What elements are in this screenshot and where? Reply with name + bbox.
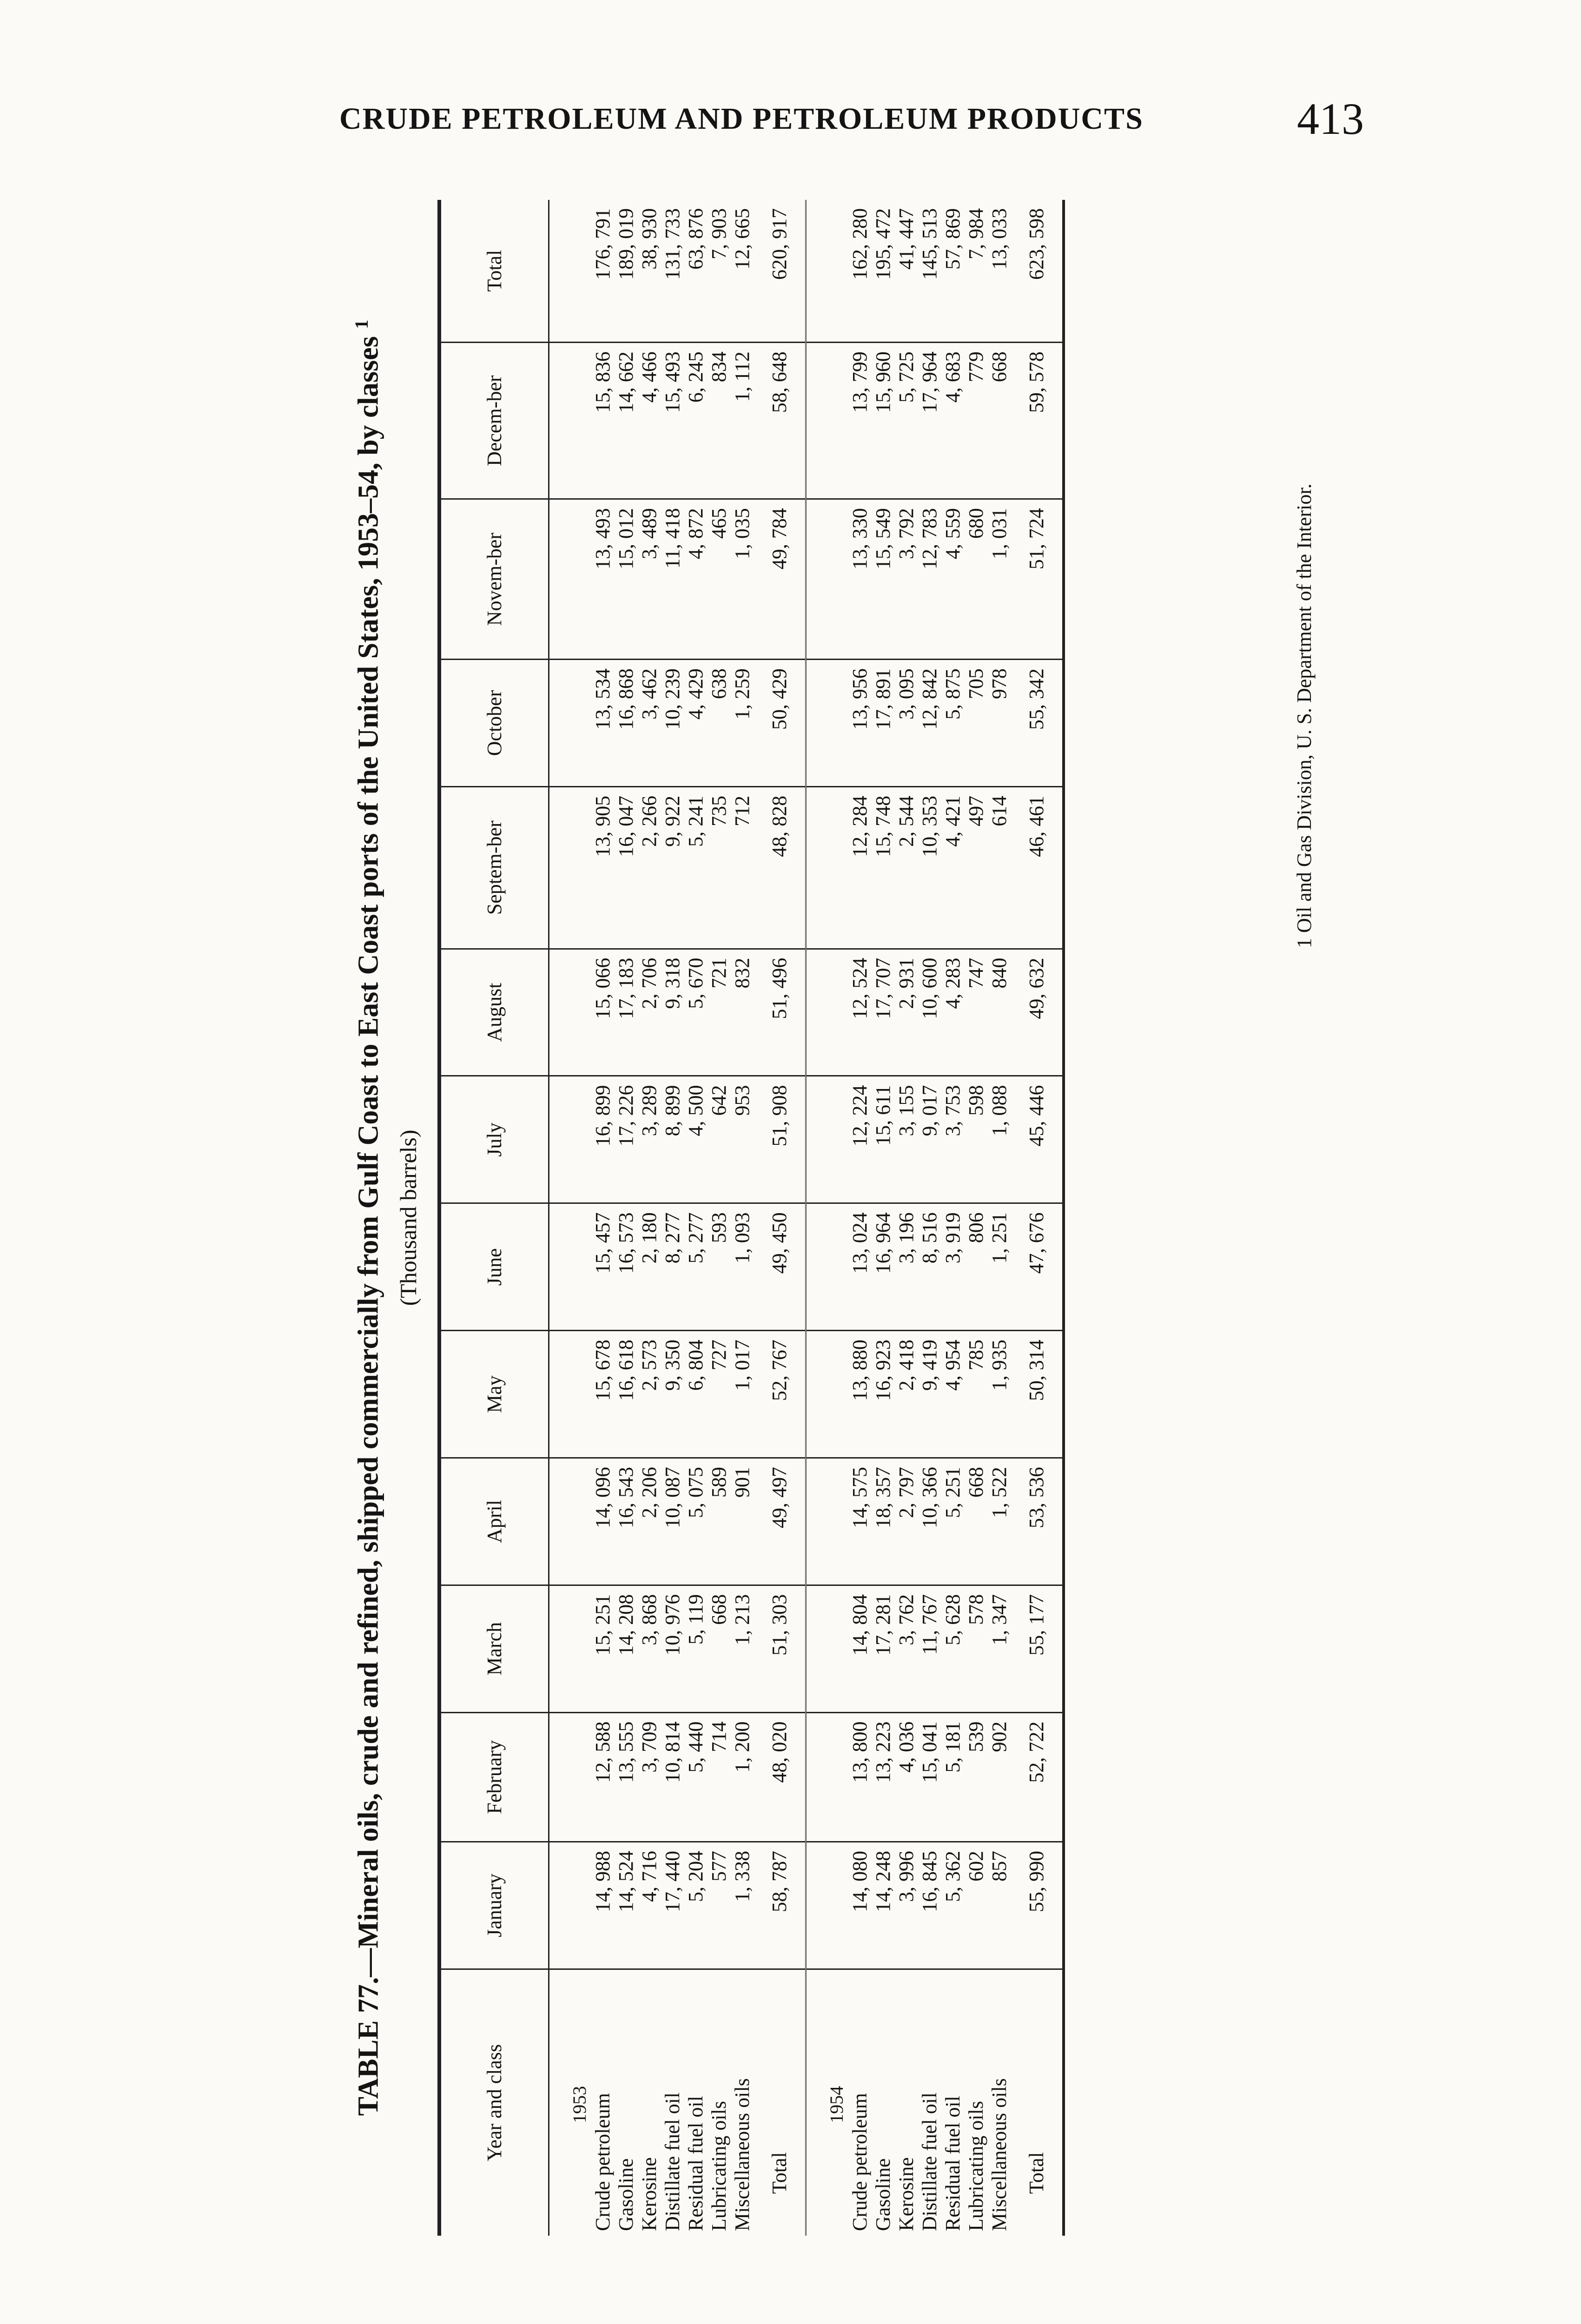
- total-row: [754, 200, 806, 2236]
- year-label: 1954: [806, 1969, 848, 2236]
- empty-cell: [549, 1331, 591, 1458]
- total-cell: 59, 578: [1011, 343, 1064, 499]
- table-cell: 4, 872: [684, 499, 708, 660]
- table-cell: 15, 012: [615, 499, 638, 660]
- table-cell: 4, 466: [638, 343, 661, 499]
- table-cell: 15, 960: [872, 343, 895, 499]
- table-cell: 17, 226: [615, 1076, 638, 1203]
- empty-cell: [549, 499, 591, 660]
- table-cell: 16, 899: [591, 1076, 615, 1203]
- table-cell: 13, 880: [848, 1331, 872, 1458]
- total-cell: 49, 784: [754, 499, 806, 660]
- total-cell: 53, 536: [1011, 1458, 1064, 1585]
- table-cell: 9, 922: [661, 786, 684, 949]
- column-header: August: [439, 949, 549, 1076]
- table-cell: 131, 733: [661, 200, 684, 343]
- table-cell: 5, 362: [941, 1842, 965, 1969]
- table-cell: 1, 259: [731, 660, 754, 787]
- table-cell: 13, 330: [848, 499, 872, 660]
- total-cell: 48, 020: [754, 1712, 806, 1842]
- table-cell: 589: [708, 1458, 731, 1585]
- table-cell: 785: [965, 1331, 988, 1458]
- table-cell: 12, 524: [848, 949, 872, 1076]
- table-cell: 705: [965, 660, 988, 787]
- table-row: [638, 200, 661, 2236]
- total-cell: 50, 429: [754, 660, 806, 787]
- table-cell: 13, 223: [872, 1712, 895, 1842]
- table-cell: 15, 549: [872, 499, 895, 660]
- table-cell: 3, 196: [895, 1203, 918, 1331]
- table-caption: [335, 200, 422, 2236]
- table-cell: 162, 280: [848, 200, 872, 343]
- empty-cell: [549, 1842, 591, 1969]
- total-cell: 623, 598: [1011, 200, 1064, 343]
- table-cell: 16, 618: [615, 1331, 638, 1458]
- table-cell: 5, 204: [684, 1842, 708, 1969]
- table-cell: 465: [708, 499, 731, 660]
- row-label: Crude petroleum: [848, 2093, 871, 2231]
- table-cell: 668: [965, 1458, 988, 1585]
- table-cell: 953: [731, 1076, 754, 1203]
- empty-cell: [806, 343, 848, 499]
- empty-cell: [806, 1842, 848, 1969]
- table-cell: 578: [965, 1585, 988, 1712]
- total-cell: 620, 917: [754, 200, 806, 343]
- table-cell: 3, 792: [895, 499, 918, 660]
- total-cell: 49, 632: [1011, 949, 1064, 1076]
- column-header: June: [439, 1203, 549, 1331]
- table-cell: 901: [731, 1458, 754, 1585]
- table-cell: 4, 716: [638, 1842, 661, 1969]
- table-cell: 3, 709: [638, 1712, 661, 1842]
- table-cell: 145, 513: [918, 200, 941, 343]
- table-cell: 17, 964: [918, 343, 941, 499]
- table-cell: 15, 836: [591, 343, 615, 499]
- empty-cell: [549, 343, 591, 499]
- year-row: [806, 200, 848, 2236]
- empty-cell: [806, 200, 848, 343]
- table-cell: 598: [965, 1076, 988, 1203]
- table-cell: 3, 753: [941, 1076, 965, 1203]
- table-cell: 17, 440: [661, 1842, 684, 1969]
- total-cell: 49, 450: [754, 1203, 806, 1331]
- table-cell: 189, 019: [615, 200, 638, 343]
- empty-cell: [806, 1712, 848, 1842]
- table-row: [988, 200, 1011, 2236]
- table-row: [941, 200, 965, 2236]
- row-label: Distillate fuel oil: [661, 2092, 684, 2231]
- column-header: January: [439, 1842, 549, 1969]
- table-row: [661, 200, 684, 2236]
- table-cell: 9, 318: [661, 949, 684, 1076]
- table-cell: 5, 277: [684, 1203, 708, 1331]
- table-cell: 902: [988, 1712, 1011, 1842]
- table-cell: 727: [708, 1331, 731, 1458]
- table-cell: 41, 447: [895, 200, 918, 343]
- total-row: [1011, 200, 1064, 2236]
- table-row: [965, 200, 988, 2236]
- table-cell: 15, 678: [591, 1331, 615, 1458]
- row-label: Kerosine: [894, 2157, 918, 2231]
- table-cell: 7, 984: [965, 200, 988, 343]
- table-cell: 16, 047: [615, 786, 638, 949]
- table-cell: 668: [988, 343, 1011, 499]
- table-cell: 13, 534: [591, 660, 615, 787]
- table-cell: 978: [988, 660, 1011, 787]
- table-cell: 14, 248: [872, 1842, 895, 1969]
- table-cell: 3, 919: [941, 1203, 965, 1331]
- row-label: Gasoline: [614, 2158, 637, 2231]
- table-row: [895, 200, 918, 2236]
- table-row: [918, 200, 941, 2236]
- empty-cell: [806, 1076, 848, 1203]
- total-cell: 45, 446: [1011, 1076, 1064, 1203]
- table-cell: 4, 683: [941, 343, 965, 499]
- table-cell: 16, 573: [615, 1203, 638, 1331]
- total-cell: 52, 767: [754, 1331, 806, 1458]
- total-cell: 52, 722: [1011, 1712, 1064, 1842]
- table-cell: 10, 366: [918, 1458, 941, 1585]
- table-cell: 15, 251: [591, 1585, 615, 1712]
- table-cell: 614: [988, 786, 1011, 949]
- table-cell: 14, 804: [848, 1585, 872, 1712]
- column-header: May: [439, 1331, 549, 1458]
- table-cell: 577: [708, 1842, 731, 1969]
- table-cell: 7, 903: [708, 200, 731, 343]
- table-cell: 13, 024: [848, 1203, 872, 1331]
- total-cell: 51, 303: [754, 1585, 806, 1712]
- table-cell: 10, 353: [918, 786, 941, 949]
- table-cell: 14, 080: [848, 1842, 872, 1969]
- table-cell: 712: [731, 786, 754, 949]
- row-label: Miscellaneous oils: [730, 2078, 754, 2231]
- table-cell: 1, 347: [988, 1585, 1011, 1712]
- row-label: Lubricating oils: [964, 2101, 987, 2231]
- table-cell: 10, 239: [661, 660, 684, 787]
- table-cell: 1, 213: [731, 1585, 754, 1712]
- table-cell: 806: [965, 1203, 988, 1331]
- table-cell: 4, 421: [941, 786, 965, 949]
- table-cell: 11, 418: [661, 499, 684, 660]
- table-title: TABLE 77.—Mineral oils, crude and refined, shipped commercially from Gulf Coast to East Coast ports of the United States, 1953–54, by classes $^1$: [351, 319, 384, 2116]
- table-row: [591, 200, 615, 2236]
- column-header: April: [439, 1458, 549, 1585]
- table-cell: 3, 095: [895, 660, 918, 787]
- table-cell: 5, 251: [941, 1458, 965, 1585]
- column-header: Total: [439, 200, 549, 343]
- table-cell: 1, 035: [731, 499, 754, 660]
- row-label: Distillate fuel oil: [918, 2092, 941, 2231]
- total-cell: 49, 497: [754, 1458, 806, 1585]
- table-cell: 15, 066: [591, 949, 615, 1076]
- total-cell: 55, 177: [1011, 1585, 1064, 1712]
- table-cell: 8, 277: [661, 1203, 684, 1331]
- total-cell: 48, 828: [754, 786, 806, 949]
- table-footnote: 1 Oil and Gas Division, U. S. Department of the Interior.: [1293, 483, 1316, 948]
- table-unit: (Thousand barrels): [395, 1129, 421, 1306]
- table-cell: 9, 017: [918, 1076, 941, 1203]
- table-cell: 497: [965, 786, 988, 949]
- table-cell: 14, 208: [615, 1585, 638, 1712]
- table-cell: 834: [708, 343, 731, 499]
- table-cell: 13, 799: [848, 343, 872, 499]
- table-cell: 5, 628: [941, 1585, 965, 1712]
- table-cell: 9, 419: [918, 1331, 941, 1458]
- table-cell: 5, 440: [684, 1712, 708, 1842]
- table-cell: 10, 600: [918, 949, 941, 1076]
- table-cell: 6, 245: [684, 343, 708, 499]
- year-label: 1953: [569, 2086, 590, 2123]
- table-cell: 12, 588: [591, 1712, 615, 1842]
- table-cell: 11, 767: [918, 1585, 941, 1712]
- table-cell: 9, 350: [661, 1331, 684, 1458]
- table-cell: 12, 224: [848, 1076, 872, 1203]
- table-cell: 12, 783: [918, 499, 941, 660]
- column-header: Novem-ber: [439, 499, 549, 660]
- empty-cell: [806, 1585, 848, 1712]
- table-cell: 12, 665: [731, 200, 754, 343]
- table-cell: 4, 429: [684, 660, 708, 787]
- table-cell: 16, 868: [615, 660, 638, 787]
- table-cell: 3, 289: [638, 1076, 661, 1203]
- table-cell: 15, 457: [591, 1203, 615, 1331]
- table-row: [872, 200, 895, 2236]
- table-cell: 5, 725: [895, 343, 918, 499]
- table-row: [684, 200, 708, 2236]
- table-cell: 15, 041: [918, 1712, 941, 1842]
- row-label: Lubricating oils: [707, 2101, 730, 2231]
- empty-cell: [549, 1458, 591, 1585]
- table-row: [848, 200, 872, 2236]
- total-cell: 51, 908: [754, 1076, 806, 1203]
- column-header: October: [439, 660, 549, 787]
- shipments-table: [437, 200, 1065, 2236]
- empty-cell: [806, 949, 848, 1076]
- table-cell: 57, 869: [941, 200, 965, 343]
- total-cell: 55, 990: [1011, 1842, 1064, 1969]
- table-cell: 16, 964: [872, 1203, 895, 1331]
- table-cell: 593: [708, 1203, 731, 1331]
- table-cell: 642: [708, 1076, 731, 1203]
- table-cell: 5, 670: [684, 949, 708, 1076]
- table-cell: 195, 472: [872, 200, 895, 343]
- table-cell: 5, 075: [684, 1458, 708, 1585]
- total-cell: 58, 787: [754, 1842, 806, 1969]
- table-cell: 13, 905: [591, 786, 615, 949]
- table-cell: 18, 357: [872, 1458, 895, 1585]
- row-label: Crude petroleum: [591, 2093, 614, 2231]
- table-cell: 16, 543: [615, 1458, 638, 1585]
- row-label: Residual fuel oil: [684, 2096, 707, 2231]
- table-header-row: [439, 200, 549, 2236]
- table-cell: 10, 087: [661, 1458, 684, 1585]
- table-cell: 5, 875: [941, 660, 965, 787]
- column-header: July: [439, 1076, 549, 1203]
- table-cell: 12, 284: [848, 786, 872, 949]
- table-cell: 840: [988, 949, 1011, 1076]
- empty-cell: [806, 1331, 848, 1458]
- column-header: March: [439, 1585, 549, 1712]
- table-cell: 4, 283: [941, 949, 965, 1076]
- empty-cell: [806, 660, 848, 787]
- column-header: Septem-ber: [439, 786, 549, 949]
- table-cell: 13, 555: [615, 1712, 638, 1842]
- table-cell: 714: [708, 1712, 731, 1842]
- table-cell: 6, 804: [684, 1331, 708, 1458]
- total-cell: 58, 648: [754, 343, 806, 499]
- table-cell: 3, 996: [895, 1842, 918, 1969]
- table-cell: 1, 017: [731, 1331, 754, 1458]
- table-cell: 10, 814: [661, 1712, 684, 1842]
- table-cell: 4, 954: [941, 1331, 965, 1458]
- table-cell: 15, 611: [872, 1076, 895, 1203]
- table-cell: 638: [708, 660, 731, 787]
- table-cell: 8, 899: [661, 1076, 684, 1203]
- table-cell: 38, 930: [638, 200, 661, 343]
- empty-cell: [549, 1585, 591, 1712]
- table-cell: 3, 489: [638, 499, 661, 660]
- table-cell: 602: [965, 1842, 988, 1969]
- empty-cell: [806, 1203, 848, 1331]
- table-cell: 5, 119: [684, 1585, 708, 1712]
- table-cell: 2, 180: [638, 1203, 661, 1331]
- table-row: [731, 200, 754, 2236]
- row-label: Miscellaneous oils: [987, 2078, 1011, 2231]
- empty-cell: [549, 660, 591, 787]
- column-header: February: [439, 1712, 549, 1842]
- row-label: Kerosine: [637, 2157, 661, 2231]
- table-cell: 779: [965, 343, 988, 499]
- table-cell: 3, 868: [638, 1585, 661, 1712]
- table-cell: 735: [708, 786, 731, 949]
- total-cell: 46, 461: [1011, 786, 1064, 949]
- year-row: [549, 200, 591, 2236]
- table-cell: 2, 206: [638, 1458, 661, 1585]
- table-cell: 14, 988: [591, 1842, 615, 1969]
- table-cell: 2, 797: [895, 1458, 918, 1585]
- table-cell: 1, 112: [731, 343, 754, 499]
- total-cell: 51, 496: [754, 949, 806, 1076]
- footnote-marker: 1: [351, 319, 372, 329]
- table-cell: 17, 281: [872, 1585, 895, 1712]
- table-cell: 2, 573: [638, 1331, 661, 1458]
- table-cell: 5, 241: [684, 786, 708, 949]
- table-cell: 857: [988, 1842, 1011, 1969]
- table-cell: 1, 935: [988, 1331, 1011, 1458]
- table-cell: 3, 462: [638, 660, 661, 787]
- table-cell: 2, 418: [895, 1331, 918, 1458]
- empty-cell: [549, 949, 591, 1076]
- table-cell: 721: [708, 949, 731, 1076]
- table-cell: 16, 845: [918, 1842, 941, 1969]
- table-cell: 10, 976: [661, 1585, 684, 1712]
- table-cell: 539: [965, 1712, 988, 1842]
- table-row: [615, 200, 638, 2236]
- total-cell: 55, 342: [1011, 660, 1064, 787]
- table-cell: 4, 036: [895, 1712, 918, 1842]
- running-head: CRUDE PETROLEUM AND PETROLEUM PRODUCTS: [339, 102, 1144, 136]
- empty-cell: [806, 786, 848, 949]
- empty-cell: [806, 499, 848, 660]
- table-cell: 1, 093: [731, 1203, 754, 1331]
- table-cell: 1, 338: [731, 1842, 754, 1969]
- page-number: 413: [1297, 94, 1364, 144]
- table-cell: 17, 891: [872, 660, 895, 787]
- table-cell: 14, 575: [848, 1458, 872, 1585]
- table-cell: 3, 762: [895, 1585, 918, 1712]
- column-header: Year and class: [439, 1969, 549, 2236]
- table-cell: 15, 748: [872, 786, 895, 949]
- table-cell: 1, 031: [988, 499, 1011, 660]
- table-cell: 1, 251: [988, 1203, 1011, 1331]
- table-cell: 17, 183: [615, 949, 638, 1076]
- table-cell: 1, 522: [988, 1458, 1011, 1585]
- table-cell: 14, 524: [615, 1842, 638, 1969]
- rotated-table-block: [335, 200, 1311, 2236]
- empty-cell: [549, 1203, 591, 1331]
- empty-cell: [549, 200, 591, 343]
- empty-cell: [549, 786, 591, 949]
- table-cell: 8, 516: [918, 1203, 941, 1331]
- total-cell: 50, 314: [1011, 1331, 1064, 1458]
- table-cell: 176, 791: [591, 200, 615, 343]
- table-cell: 13, 956: [848, 660, 872, 787]
- table-cell: 3, 155: [895, 1076, 918, 1203]
- total-cell: 47, 676: [1011, 1203, 1064, 1331]
- table-cell: 5, 181: [941, 1712, 965, 1842]
- table-cell: 14, 662: [615, 343, 638, 499]
- total-cell: 51, 724: [1011, 499, 1064, 660]
- table-body: [549, 200, 1064, 2236]
- empty-cell: [549, 1712, 591, 1842]
- total-label: Total: [767, 2152, 791, 2194]
- table-row: [708, 200, 731, 2236]
- table-cell: 63, 876: [684, 200, 708, 343]
- table-cell: 17, 707: [872, 949, 895, 1076]
- table-cell: 16, 923: [872, 1331, 895, 1458]
- row-label: Residual fuel oil: [941, 2096, 964, 2231]
- table-cell: 747: [965, 949, 988, 1076]
- table-cell: 4, 500: [684, 1076, 708, 1203]
- row-label: Gasoline: [871, 2158, 894, 2231]
- table-cell: 680: [965, 499, 988, 660]
- table-cell: 1, 088: [988, 1076, 1011, 1203]
- table-cell: 12, 842: [918, 660, 941, 787]
- column-header: Decem-ber: [439, 343, 549, 499]
- table-cell: 2, 266: [638, 786, 661, 949]
- table-cell: 1, 200: [731, 1712, 754, 1842]
- empty-cell: [806, 1458, 848, 1585]
- table-cell: 2, 544: [895, 786, 918, 949]
- table-cell: 2, 706: [638, 949, 661, 1076]
- table-cell: 13, 493: [591, 499, 615, 660]
- total-label: Total: [1011, 1969, 1064, 2236]
- table-cell: 15, 493: [661, 343, 684, 499]
- empty-cell: [549, 1076, 591, 1203]
- table-cell: 4, 559: [941, 499, 965, 660]
- table-cell: 668: [708, 1585, 731, 1712]
- table-cell: 13, 033: [988, 200, 1011, 343]
- table-cell: 832: [731, 949, 754, 1076]
- table-cell: 13, 800: [848, 1712, 872, 1842]
- table-cell: 14, 096: [591, 1458, 615, 1585]
- table-cell: 2, 931: [895, 949, 918, 1076]
